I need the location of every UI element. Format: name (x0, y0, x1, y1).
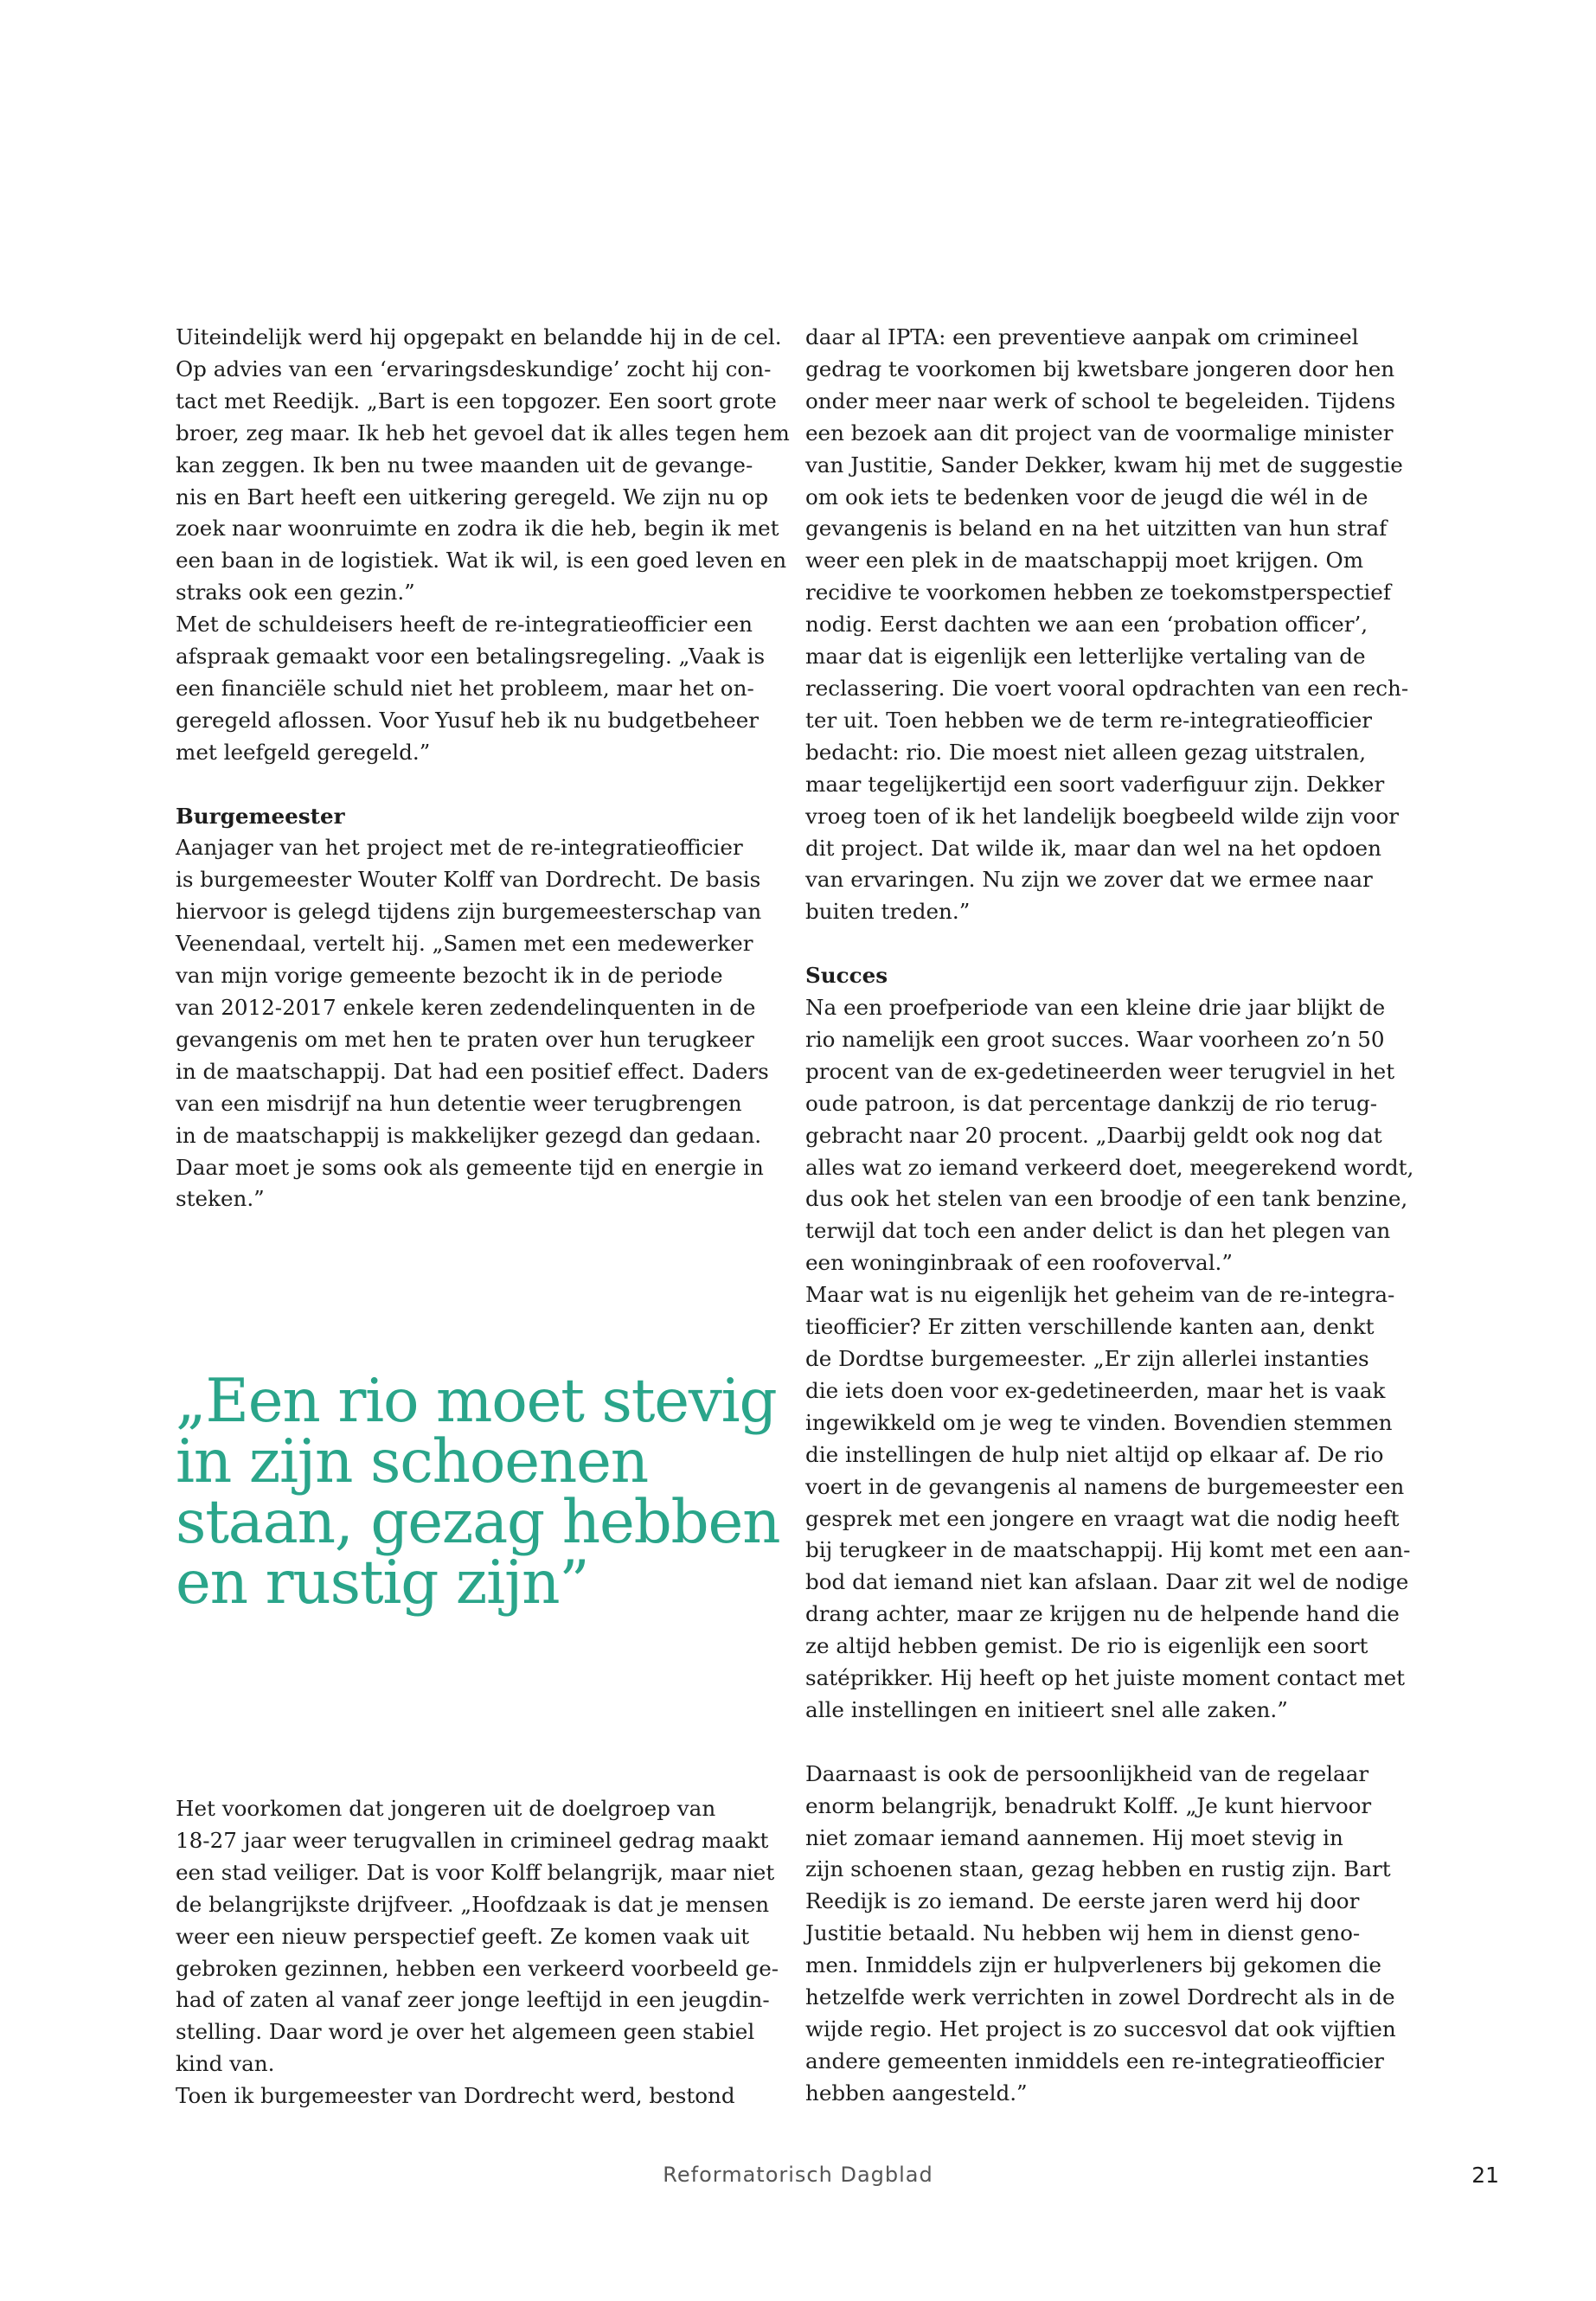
intro-paragraph (176, 322, 790, 769)
text-line: terwijl dat toch een ander delict is dan het plegen van (805, 1218, 1391, 1244)
text-line: die iets doen voor ex-gedetineerden, maar het is vaak (805, 1377, 1386, 1403)
text-line: Toen ik burgemeester van Dordrecht werd, bestond (176, 2083, 735, 2109)
text-line: Op advies van een ‘ervaringsdeskundige’ zocht hij con- (176, 356, 772, 381)
text-line: van 2012-2017 enkele keren zedendelinquenten in de (176, 995, 756, 1021)
text-line: daar al IPTA: een preventieve aanpak om crimineel (805, 324, 1359, 349)
text-line: hiervoor is gelegd tijdens zijn burgemeesterschap van (176, 899, 762, 925)
text-line: is burgemeester Wouter Kolff van Dordrecht. De basis (176, 867, 761, 893)
text-line: niet zomaar iemand aannemen. Hij moet stevig in (805, 1824, 1343, 1850)
section-heading-succes: Succes (805, 963, 888, 989)
text-line: gevangenis is beland en na het uitzitten van hun straf (805, 516, 1388, 542)
text-line: hebben aangesteld.” (805, 2080, 1028, 2106)
text-line: de Dordtse burgemeester. „Er zijn allerlei instanties (805, 1345, 1369, 1371)
text-line: een stad veiliger. Dat is voor Kolff belangrijk, maar niet (176, 1859, 775, 1885)
text-line: oude patroon, is dat percentage dankzij de rio terug- (805, 1090, 1378, 1116)
text-line: rio namelijk een groot succes. Waar voorheen zo’n 50 (805, 1026, 1385, 1052)
text-line: dus ook het stelen van een broodje of een tank benzine, (805, 1186, 1408, 1212)
text-line: kan zeggen. Ik ben nu twee maanden uit de gevange- (176, 452, 753, 478)
text-line: had of zaten al vanaf zeer jonge leeftijd in een jeugdin- (176, 1987, 770, 2013)
text-line: men. Inmiddels zijn er hulpverleners bij gekomen die (805, 1952, 1381, 1978)
pull-quote (176, 1367, 798, 1618)
text-line: Daarnaast is ook de persoonlijkheid van de regelaar (805, 1760, 1369, 1786)
text-line: nis en Bart heeft een uitkering geregeld. We zijn nu op (176, 484, 769, 510)
text-line: om ook iets te bedenken voor de jeugd die wél in de (805, 484, 1368, 510)
burgemeester-paragraph (176, 832, 772, 1215)
text-line: een baan in de logistiek. Wat ik wil, is een goed leven en (176, 548, 787, 574)
text-line: dit project. Dat wilde ik, maar dan wel na het opdoen (805, 835, 1381, 861)
text-line: weer een plek in de maatschappij moet krijgen. Om (805, 548, 1364, 574)
text-line: tieofficier? Er zitten verschillende kanten aan, denkt (805, 1314, 1375, 1340)
text-line: tact met Reedijk. „Bart is een topgozer. Een soort grote (176, 388, 777, 413)
text-line: maar tegelijkertijd een soort vaderfiguur zijn. Dekker (805, 771, 1385, 797)
text-line: met leefgeld geregeld.” (176, 739, 431, 765)
text-line: 18-27 jaar weer terugvallen in crimineel gedrag maakt (176, 1827, 769, 1853)
after-quote-paragraph (176, 1793, 779, 2112)
text-line: bij terugkeer in de maatschappij. Hij komt met een aan- (805, 1537, 1411, 1563)
text-line: steken.” (176, 1186, 265, 1212)
text-line: zijn schoenen staan, gezag hebben en rustig zijn. Bart (805, 1856, 1391, 1882)
left-column-lower (176, 1793, 779, 2112)
text-line: de belangrijkste drijfveer. „Hoofdzaak is dat je mensen (176, 1891, 770, 1917)
text-line: een bezoek aan dit project van de voormalige minister (805, 420, 1394, 445)
text-line: Justitie betaald. Nu hebben wij hem in dienst geno- (805, 1920, 1361, 1946)
text-line: een financiële schuld niet het probleem, maar het on- (176, 675, 754, 701)
section-heading-burgemeester: Burgemeester (176, 803, 345, 829)
spacer (176, 769, 772, 801)
text-line: Maar wat is nu eigenlijk het geheim van de re-integra- (805, 1282, 1395, 1308)
text-line: maar dat is eigenlijk een letterlijke vertaling van de (805, 644, 1366, 670)
text-line: voert in de gevangenis al namens de burgemeester een (805, 1473, 1405, 1499)
succes-paragraph (805, 992, 1414, 1727)
text-line: alles wat zo iemand verkeerd doet, meegerekend wordt, (805, 1154, 1414, 1180)
page-number: 21 (1471, 2163, 1499, 2188)
text-line: van ervaringen. Nu zijn we zover dat we ermee naar (805, 867, 1373, 893)
text-line: Veenendaal, vertelt hij. „Samen met een medewerker (176, 931, 753, 957)
text-line: Reedijk is zo iemand. De eerste jaren werd hij door (805, 1888, 1360, 1914)
text-line: gebroken gezinnen, hebben een verkeerd voorbeeld ge- (176, 1955, 779, 1981)
text-line: Na een proefperiode van een kleine drie jaar blijkt de (805, 995, 1386, 1021)
text-line: bedacht: rio. Die moest niet alleen gezag uitstralen, (805, 739, 1367, 765)
publication-name: Reformatorisch Dagblad (663, 2163, 933, 2187)
text-line: geregeld aflossen. Voor Yusuf heb ik nu budgetbeheer (176, 707, 760, 733)
text-line: broer, zeg maar. Ik heb het gevoel dat ik alles tegen hem (176, 420, 790, 445)
text-line: buiten treden.” (805, 899, 971, 925)
left-column (176, 322, 790, 1215)
text-line: recidive te voorkomen hebben ze toekomstperspectief (805, 580, 1391, 606)
text-line: Met de schuldeisers heeft de re-integratieofficier een (176, 612, 753, 638)
text-line: weer een nieuw perspectief geeft. Ze komen vaak uit (176, 1923, 750, 1949)
text-line: gesprek met een jongere en vraagt wat die nodig heeft (805, 1505, 1400, 1531)
text-line: van mijn vorige gemeente bezocht ik in de periode (176, 963, 723, 989)
spacer (805, 1727, 1402, 1759)
text-line: procent van de ex-gedetineerden weer terugviel in het (805, 1058, 1395, 1084)
quote-line: en rustig zijn” (176, 1548, 589, 1618)
text-line: satéprikker. Hij heeft op het juiste moment contact met (805, 1665, 1406, 1691)
text-line: alle instellingen en initieert snel alle zaken.” (805, 1696, 1288, 1722)
text-line: in de maatschappij is makkelijker gezegd dan gedaan. (176, 1122, 762, 1148)
text-line: nodig. Eerst dachten we aan een ‘probation officer’, (805, 612, 1368, 638)
text-line: van Justitie, Sander Dekker, kwam hij met de suggestie (805, 452, 1403, 478)
text-line: afspraak gemaakt voor een betalingsregeling. „Vaak is (176, 644, 766, 670)
text-line: ingewikkeld om je weg te vinden. Bovendien stemmen (805, 1409, 1393, 1435)
text-line: drang achter, maar ze krijgen nu de helpende hand die (805, 1601, 1400, 1627)
text-line: die instellingen de hulp niet altijd op elkaar af. De rio (805, 1441, 1384, 1467)
text-line: van een misdrijf na hun detentie weer terugbrengen (176, 1090, 742, 1116)
text-line: hetzelfde werk verrichten in zowel Dordrecht als in de (805, 1984, 1395, 2010)
text-line: stelling. Daar word je over het algemeen geen stabiel (176, 2019, 755, 2045)
text-line: vroeg toen of ik het landelijk boegbeeld wilde zijn voor (805, 803, 1400, 829)
text-line: een woninginbraak of een roofoverval.” (805, 1250, 1233, 1276)
text-line: Daar moet je soms ook als gemeente tijd en energie in (176, 1154, 764, 1180)
spacer (805, 928, 1402, 960)
quote-line: „Een rio moet stevig (176, 1367, 777, 1436)
text-line: Uiteindelijk werd hij opgepakt en belandde hij in de cel. (176, 324, 782, 349)
closing-paragraph (805, 1759, 1402, 2110)
text-line: ze altijd hebben gemist. De rio is eigenlijk een soort (805, 1633, 1368, 1659)
text-line: straks ook een gezin.” (176, 580, 415, 606)
text-line: kind van. (176, 2051, 275, 2077)
text-line: bod dat iemand niet kan afslaan. Daar zit wel de nodige (805, 1569, 1409, 1595)
right-column (805, 322, 1414, 2110)
text-line: ter uit. Toen hebben we de term re-integratieofficier (805, 707, 1373, 733)
text-line: zoek naar woonruimte en zodra ik die heb, begin ik met (176, 516, 779, 542)
text-line: wijde regio. Het project is zo succesvol dat ook vijftien (805, 2016, 1396, 2041)
continued-paragraph (805, 322, 1409, 928)
quote-line: in zijn schoenen (176, 1427, 649, 1497)
quote-line: staan, gezag hebben (176, 1488, 780, 1557)
text-line: Het voorkomen dat jongeren uit de doelgroep van (176, 1796, 716, 1821)
text-line: gedrag te voorkomen bij kwetsbare jongeren door hen (805, 356, 1395, 381)
text-line: in de maatschappij. Dat had een positief effect. Daders (176, 1058, 769, 1084)
text-line: Aanjager van het project met de re-integratieofficier (176, 835, 743, 861)
text-line: onder meer naar werk of school te begeleiden. Tijdens (805, 388, 1396, 413)
text-line: gebracht naar 20 procent. „Daarbij geldt ook nog dat (805, 1122, 1382, 1148)
text-line: enorm belangrijk, benadrukt Kolff. „Je kunt hiervoor (805, 1792, 1372, 1818)
text-line: andere gemeenten inmiddels een re-integratieofficier (805, 2048, 1384, 2073)
text-line: reclassering. Die voert vooral opdrachten van een rech- (805, 675, 1409, 701)
text-line: gevangenis om met hen te praten over hun terugkeer (176, 1026, 754, 1052)
